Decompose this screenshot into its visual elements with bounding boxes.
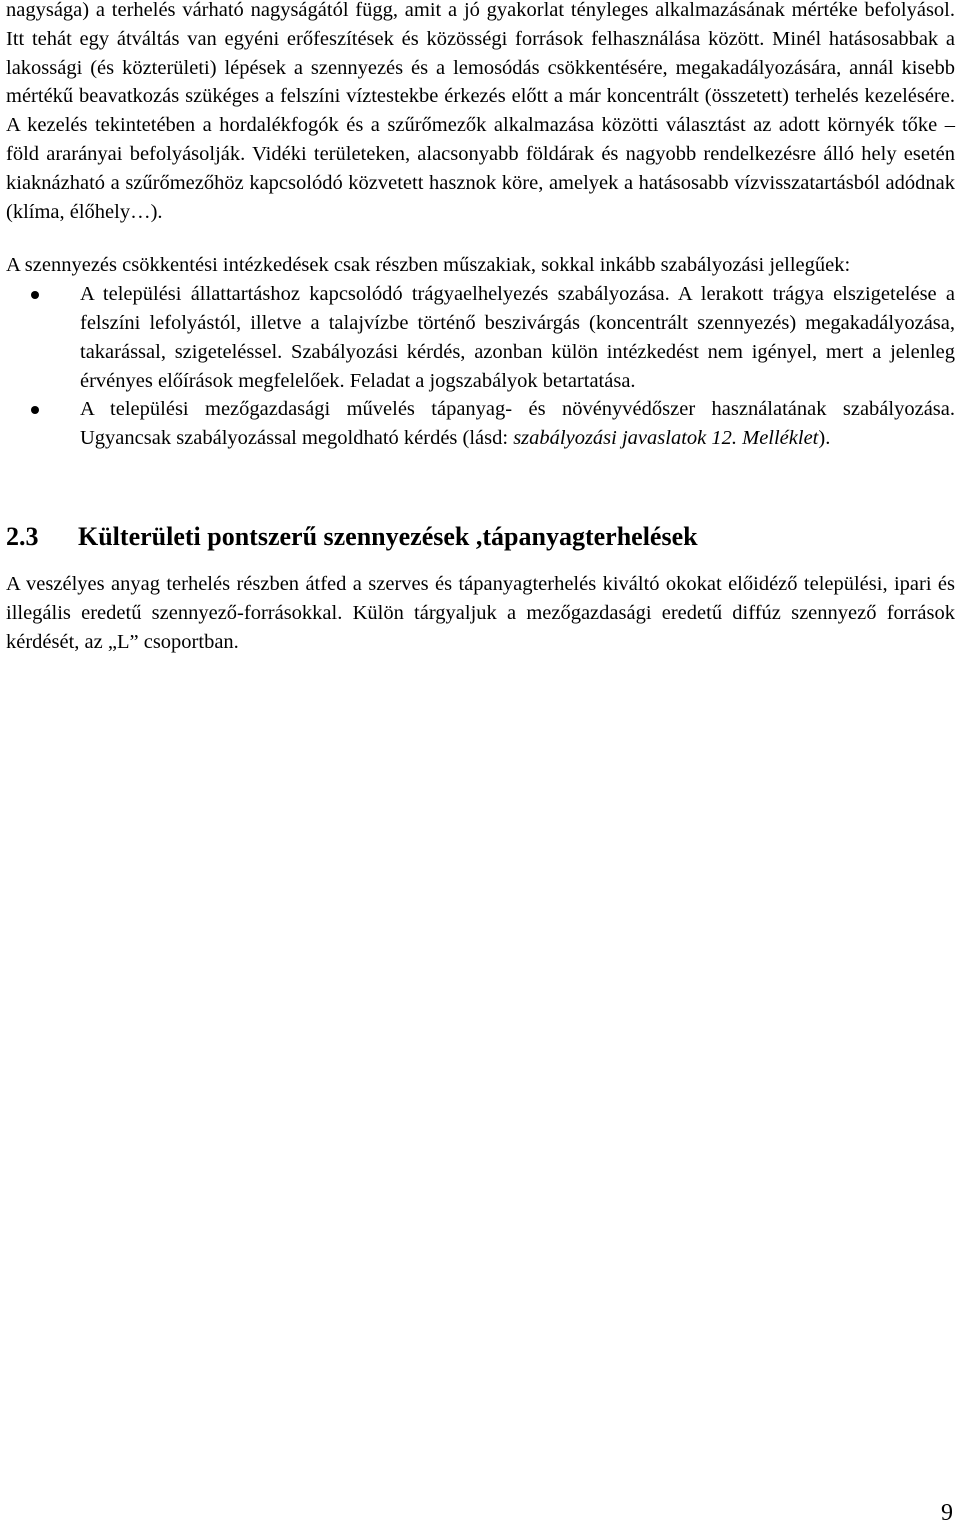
list-item-text: A települési mezőgazdasági művelés tápanyag- és növényvédőszer használatának szabályozása. Ugyancsak szabályozással megoldható kérdés (lásd:	[80, 398, 955, 450]
list-item-text: A települési állattartáshoz kapcsolódó trágyaelhelyezés szabályozása. A lerakott trágya elszigetelése a felszíni lefolyástól, illetve a talajvízbe történő beszivárgás (koncentrált szennyezés) megakadályozása, takarással, szigeteléssel. Szabályozási kérdés, azonban külön intézkedést nem igényel, mert a jelenleg érvényes előírások megfelelőek. Feladat a jogszabályok betartatása.	[80, 283, 955, 392]
paragraph-intro: nagysága) a terhelés várható nagyságától függ, amit a jó gyakorlat tényleges alkalmazásának mértéke befolyásol. Itt tehát egy átváltás van egyéni erőfeszítések és közösségi források felhasználása között. Minél hatásosabbak a lakossági (és közterületi) lépések a szennyezés és a lemosódás csökkentésére, megakadályozására, annál kisebb mértékű beavatkozás szükéges a felszíni víztestekbe érkezés előtt a már koncentrált (összetett) terhelés kezelésére. A kezelés tekintetében a hordalékfogók és a szűrőmezők alkalmazása közötti választást az adott környék tőke – föld ararányai befolyásolják. Vidéki területeken, alacsonyabb földárak és nagyobb rendelkezésre álló hely esetén kiaknázható a szűrőmezőhöz kapcsolódó közvetett hasznok köre, amelyek a hatásosabb vízvisszatartásból adódnak (klíma, élőhely…).	[6, 0, 955, 223]
section-heading	[6, 520, 955, 554]
section-title: Külterületi pontszerű szennyezések ,tápanyagterhelések	[78, 521, 698, 551]
paragraph-measures: A szennyezés csökkentési intézkedések csak részben műszakiak, sokkal inkább szabályozási jellegűek:	[6, 254, 851, 277]
paragraph-section: A veszélyes anyag terhelés részben átfed a szerves és tápanyagterhelés kiváltó okokat előidéző települési, ipari és illegális eredetű szennyező-forrásokkal. Külön tárgyaljuk a mezőgazdasági eredetű diffúz szennyező források kérdését, az „L” csoportban.	[6, 572, 955, 653]
list-item	[6, 395, 955, 453]
bullet-list	[6, 280, 955, 453]
section-number: 2.3	[6, 521, 39, 551]
bullet-dot-icon	[31, 291, 39, 299]
list-item	[6, 280, 955, 395]
list-item-reference: szabályozási javaslatok 12. Melléklet	[513, 427, 819, 450]
document-page	[6, 0, 955, 656]
list-item-text-end: ).	[818, 427, 831, 450]
bullet-dot-icon	[31, 406, 39, 414]
page-number: 9	[941, 1500, 953, 1526]
